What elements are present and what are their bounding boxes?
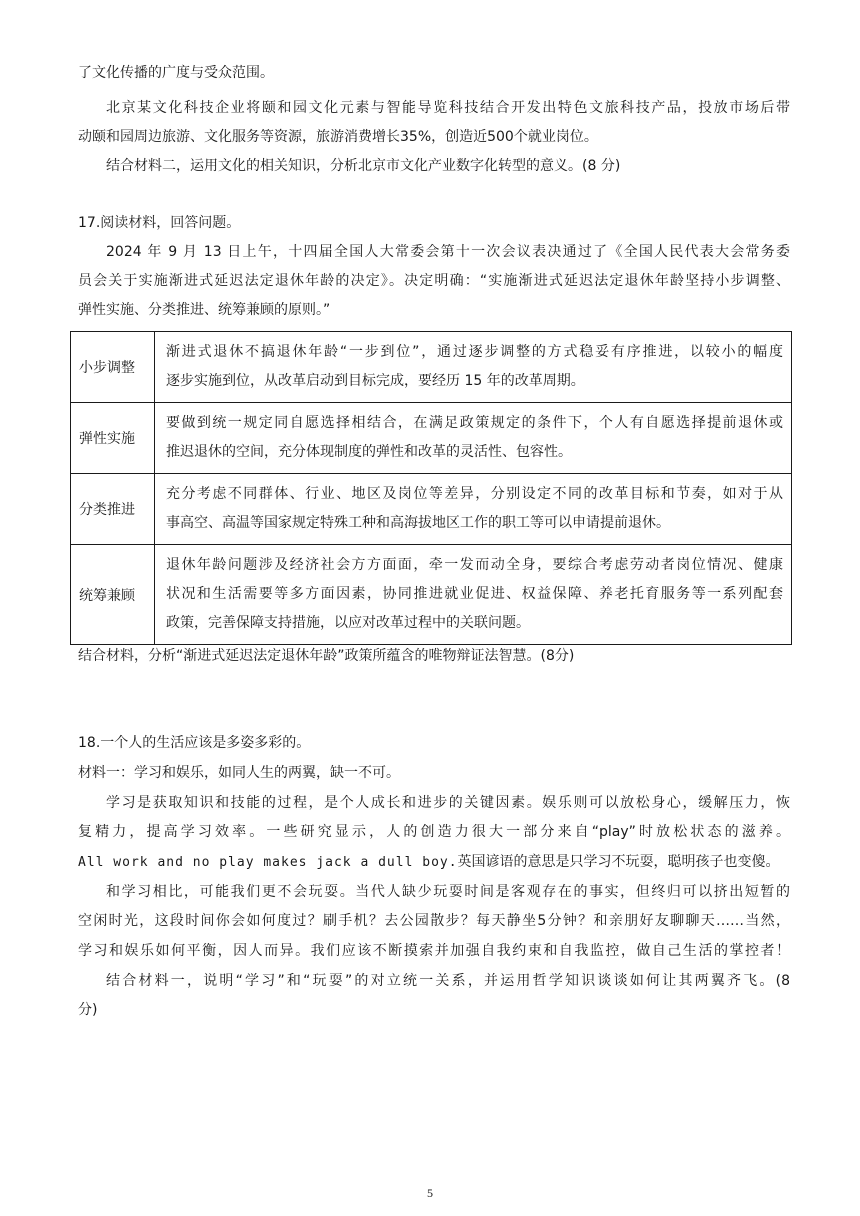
q18-paragraph-line: 和学习相比，可能我们更不会玩耍。当代人缺少玩耍时间是客观存在的事实，但终归可以挤出短暂的 bbox=[106, 884, 790, 900]
description-line: 渐进式退休不搞退休年龄“一步到位”，通过逐步调整的方式稳妥有序推进，以较小的幅度 bbox=[166, 344, 783, 360]
description-line: 退休年龄问题涉及经济社会方方面面，牵一发而动全身，要综合考虑劳动者岗位情况、健康 bbox=[166, 557, 783, 573]
q18-title: 18.一个人的生活应该是多姿多彩的。 bbox=[78, 735, 311, 751]
q16-paragraph-line: 北京某文化科技企业将颐和园文化元素与智能导览科技结合开发出特色文旅科技产品，投放市场后带 bbox=[106, 100, 790, 116]
principle-description bbox=[155, 545, 792, 645]
q18-material-label: 材料一：学习和娱乐，如同人生的两翼，缺一不可。 bbox=[78, 765, 400, 781]
q18-paragraph-line: 复精力，提高学习效率。一些研究显示，人的创造力很大一部分来自“play”时放松状态的滋养。 bbox=[78, 824, 790, 840]
table-row bbox=[71, 403, 792, 474]
principle-term: 弹性实施 bbox=[71, 403, 155, 474]
q18-question: 结合材料一，说明“学习”和“玩耍”的对立统一关系，并运用哲学知识谈谈如何让其两翼齐飞。(8 bbox=[106, 973, 790, 989]
description-line: 状况和生活需要等多方面因素，协同推进就业促进、权益保障、养老托育服务等一系列配套 bbox=[166, 586, 783, 602]
table-row bbox=[71, 545, 792, 645]
principle-description bbox=[155, 474, 792, 545]
description-line: 充分考虑不同群体、行业、地区及岗位等差异，分别设定不同的改革目标和节奏，如对于从 bbox=[166, 486, 783, 502]
principle-description bbox=[155, 403, 792, 474]
q17-intro-line: 员会关于实施渐进式延迟法定退休年龄的决定》。决定明确：“实施渐进式延迟法定退休年龄坚持小步调整、 bbox=[78, 273, 790, 289]
q18-paragraph-line: 学习和娱乐如何平衡，因人而异。我们应该不断摸索并加强自我约束和自我监控，做自己生活的掌控者！ bbox=[78, 943, 790, 959]
page-number: 5 bbox=[427, 1186, 433, 1200]
principles-table bbox=[70, 331, 792, 645]
principle-term: 小步调整 bbox=[71, 332, 155, 403]
q18-paragraph-line bbox=[78, 849, 790, 876]
q17-intro-line: 弹性实施、分类推进、统筹兼顾的原则。” bbox=[78, 302, 331, 318]
description-line: 推迟退休的空间，充分体现制度的弹性和改革的灵活性、包容性。 bbox=[166, 444, 572, 460]
proverb-explanation: 英国谚语的意思是只学习不玩耍，聪明孩子也变傻。 bbox=[457, 854, 780, 870]
description-line: 逐步实施到位，从改革启动到目标完成，要经历 15 年的改革周期。 bbox=[166, 373, 585, 389]
q16-question: 结合材料二，运用文化的相关知识，分析北京市文化产业数字化转型的意义。(8 分) bbox=[106, 158, 621, 174]
q18-paragraph-line: 学习是获取知识和技能的过程，是个人成长和进步的关键因素。娱乐则可以放松身心，缓解压力，恢 bbox=[106, 795, 790, 811]
q16-paragraph-line: 动颐和园周边旅游、文化服务等资源，旅游消费增长35%，创造近500个就业岗位。 bbox=[78, 129, 598, 145]
q17-intro-line: 2024 年 9 月 13 日上午，十四届全国人大常委会第十一次会议表决通过了《全国人民代表大会常务委 bbox=[106, 244, 790, 260]
q18-question-continued: 分) bbox=[78, 1002, 98, 1018]
q17-question: 结合材料，分析“渐进式延迟法定退休年龄”政策所蕴含的唯物辩证法智慧。(8分) bbox=[78, 648, 575, 664]
q16-continuation: 了文化传播的广度与受众范围。 bbox=[78, 65, 274, 81]
description-line: 事高空、高温等国家规定特殊工种和高海拔地区工作的职工等可以申请提前退休。 bbox=[166, 515, 670, 531]
principle-description bbox=[155, 332, 792, 403]
table-row bbox=[71, 332, 792, 403]
principle-term: 统筹兼顾 bbox=[71, 545, 155, 645]
description-line: 要做到统一规定同自愿选择相结合，在满足政策规定的条件下，个人有自愿选择提前退休或 bbox=[166, 415, 783, 431]
description-line: 政策，完善保障支持措施，以应对改革过程中的关联问题。 bbox=[166, 615, 530, 631]
q18-paragraph-line: 空闲时光，这段时间你会如何度过？刷手机？去公园散步？每天静坐5分钟？和亲朋好友聊聊天……当然， bbox=[78, 913, 790, 929]
principle-term: 分类推进 bbox=[71, 474, 155, 545]
english-proverb: All work and no play makes jack a dull boy. bbox=[78, 855, 458, 870]
table-row bbox=[71, 474, 792, 545]
q17-title: 17.阅读材料，回答问题。 bbox=[78, 215, 241, 231]
